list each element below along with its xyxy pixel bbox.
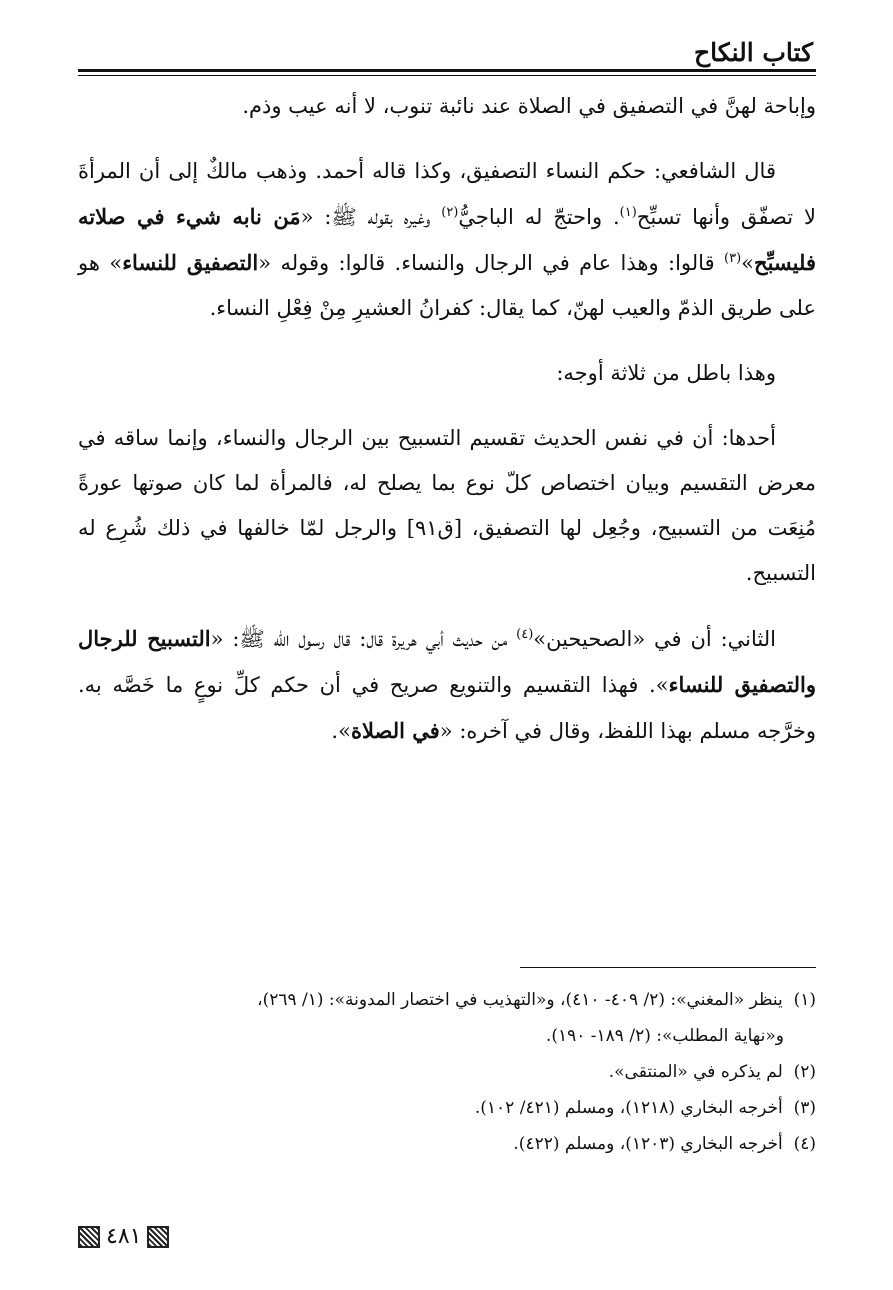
paragraph-2 [78, 149, 816, 331]
footnote-ref-4: (٤) [516, 627, 534, 642]
text-run: قالوا: وهذا عام في الرجال والنساء. قالوا: وقوله « [258, 251, 725, 275]
text-run: . واحتجّ له الباجيُّ [458, 205, 620, 229]
text-run: الثاني: أن في «الصحيحين» [533, 627, 776, 651]
hadith-quote: التصفيق للنساء [122, 250, 259, 275]
footnote-1 [78, 982, 816, 1018]
footnotes [78, 982, 816, 1162]
hadith-quote: في الصلاة [350, 718, 440, 743]
footnote-number: (١) [793, 990, 816, 1010]
footnote-number: (٢) [793, 1062, 816, 1082]
page-number-block [78, 1224, 169, 1249]
paragraph-5 [78, 616, 816, 754]
footnote-number: (٣) [793, 1098, 816, 1118]
footnote-2 [78, 1054, 816, 1090]
footnote-ref-1: (١) [619, 205, 637, 220]
paragraph-3: وهذا باطل من ثلاثة أوجه: [556, 361, 776, 385]
header-rule-thick [78, 69, 816, 72]
footnote-1-continued: و«نهاية المطلب»: (٢/ ١٨٩- ١٩٠). [545, 1026, 784, 1046]
footnote-text: ينظر «المغني»: (٢/ ٤٠٩- ٤١٠)، و«التهذيب في اختصار المدونة»: (١/ ٢٦٩)، [257, 990, 783, 1010]
main-text [78, 84, 816, 754]
footnote-ref-3: (٣) [724, 251, 742, 266]
footnote-separator [520, 967, 816, 968]
ornament-icon [147, 1226, 169, 1248]
hadith-quote: التسبيح للرجال والتصفيق للنساء [78, 626, 816, 697]
page-number: ٤٨١ [106, 1224, 142, 1249]
footnote-number: (٤) [793, 1134, 816, 1154]
paragraph-4: أحدها: أن في نفس الحديث تقسيم التسبيح بين الرجال والنساء، وإنما ساقه في معرض التقسيم وبيان اختصاص كلّ نوع بما يصلح له، فالمرأة لما كان صوتها عورةً مُنِعَت من التسبيح، وجُعِل لها التصفيق، [ق٩١] والرجل لمّا خالفها في ذلك شُرِع له التسبيح. [78, 426, 817, 585]
text-run: » هو على طريق الذمّ والعيب لهنّ، كما يقال: كفرانُ العشيرِ مِنْ فِعْلِ النساء. [78, 251, 816, 320]
footnote-ref-2: (٢) [441, 205, 459, 220]
header-rule-thin [78, 75, 816, 76]
footnote-text: أخرجه البخاري (١٢١٨)، ومسلم (٤٢١/ ١٠٢). [474, 1098, 783, 1118]
text-run: ». فهذا التقسيم والتنويع صريح في أن حكم كلِّ نوعٍ ما خَصَّه به. وخرَّجه مسلم بهذا اللفظ، وقال في آخره: « [78, 673, 816, 743]
footnote-3 [78, 1090, 816, 1126]
text-run: » [741, 251, 755, 275]
footnote-4 [78, 1126, 816, 1162]
text-run: وغيره بقوله ﷺ: « [300, 205, 442, 229]
ornament-icon [78, 1226, 100, 1248]
hadith-quote: مَن نابه شيء في صلاته فليسبِّح [78, 204, 816, 275]
running-header-title: كتاب النكاح [694, 38, 813, 67]
footnote-text: لم يذكره في «المنتقى». [608, 1062, 783, 1082]
footnote-text: أخرجه البخاري (١٢٠٣)، ومسلم (٤٢٢). [513, 1134, 783, 1154]
paragraph-1: وإباحة لهنَّ في التصفيق في الصلاة عند نائبة تنوب، لا أنه عيب وذم. [242, 94, 816, 118]
text-run: ». [331, 719, 351, 743]
text-run: من حديث أبي هريرة قال: قال رسول الله ﷺ: « [210, 627, 517, 651]
text-run: قال الشافعي: حكم النساء التصفيق، وكذا قاله أحمد. وذهب مالكٌ إلى أن المرأةَ لا تصفّق وأنها تسبِّح [78, 159, 816, 229]
